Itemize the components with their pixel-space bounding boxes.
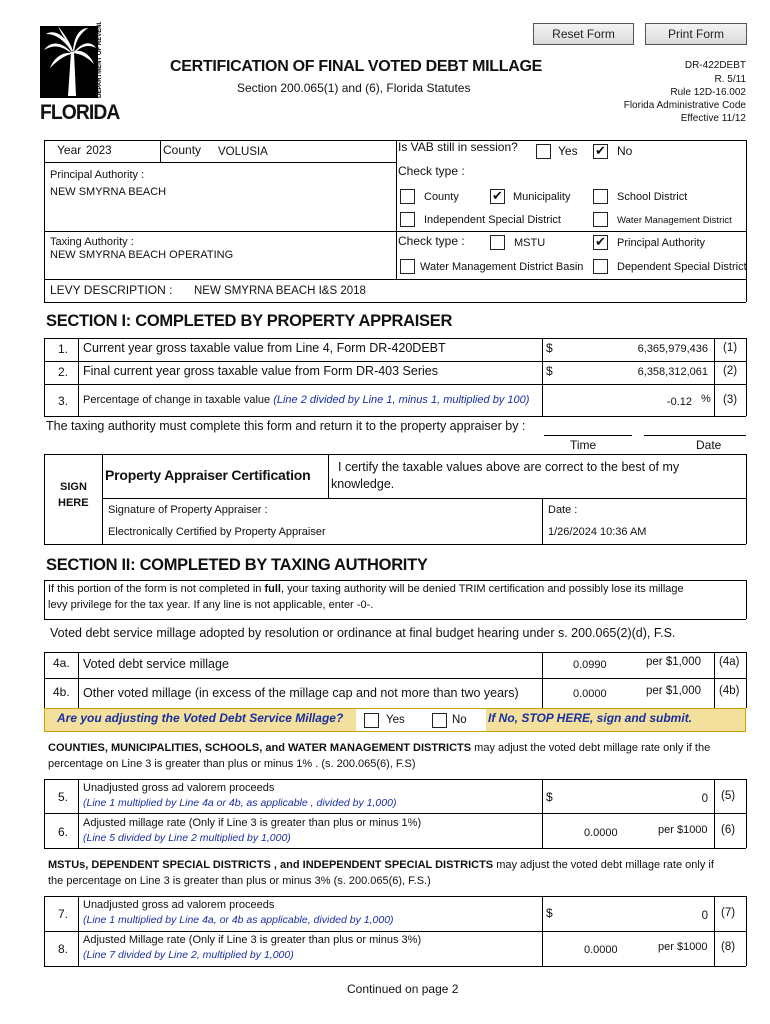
line-7-value[interactable]: 0 xyxy=(701,910,708,922)
vab-no-checkbox[interactable]: ✔ xyxy=(593,144,608,159)
line-7-note: (Line 1 multiplied by Line 4a, or 4b as applicable, divided by 1,000) xyxy=(83,914,394,926)
taxing-label: Taxing Authority : xyxy=(50,236,134,248)
mstu-text-2: the percentage on Line 3 is greater than plus or minus 3% (s. 200.065(6), F.S.) xyxy=(48,875,431,887)
adjust-no-checkbox[interactable] xyxy=(432,713,447,728)
form-effective: Effective 11/12 xyxy=(680,113,746,124)
line-5-ref: (5) xyxy=(721,790,736,802)
line-4b-value[interactable]: 0.0000 xyxy=(573,688,607,700)
form-code: Florida Administrative Code xyxy=(623,100,746,111)
line-5-note: (Line 1 multiplied by Line 4a or 4b, as applicable , divided by 1,000) xyxy=(83,797,397,809)
dept-of-revenue-text: DEPARTMENT OF REVENUE xyxy=(97,22,103,98)
warning-text-a: If this portion of the form is not completed in xyxy=(48,583,265,595)
wmd-label: Water Management District xyxy=(617,215,732,226)
line-3-ref: (3) xyxy=(723,394,738,406)
line-4b-label: Other voted millage (in excess of the millage cap and not more than two years) xyxy=(83,686,519,700)
check-type-label-1: Check type : xyxy=(398,164,465,178)
line-4a-value[interactable]: 0.0990 xyxy=(573,659,607,671)
line-4a-per: per $1,000 xyxy=(646,656,701,668)
line-4a-num: 4a. xyxy=(53,656,70,670)
counties-text-1 xyxy=(48,742,710,754)
line-3-label xyxy=(83,394,529,406)
isd-checkbox[interactable] xyxy=(400,212,415,227)
year-label: Year xyxy=(57,143,82,157)
taxing-value[interactable]: NEW SMYRNA BEACH OPERATING xyxy=(50,249,234,261)
line-1-ref: (1) xyxy=(723,342,738,354)
vab-yes-checkbox[interactable] xyxy=(536,144,551,159)
form-subtitle: Section 200.065(1) and (6), Florida Statutes xyxy=(237,81,471,95)
section-2-title: SECTION II: COMPLETED BY TAXING AUTHORITY xyxy=(46,556,428,574)
mstu-rest: may adjust the voted debt millage rate only if xyxy=(493,859,714,871)
line-8-num: 8. xyxy=(58,942,69,956)
school-district-checkbox[interactable] xyxy=(593,189,608,204)
form-id: DR-422DEBT xyxy=(684,60,746,71)
return-instruction: The taxing authority must complete this form and return it to the property appraiser by : xyxy=(46,419,526,433)
form-title: CERTIFICATION OF FINAL VOTED DEBT MILLAGE xyxy=(170,58,542,75)
mstu-label: MSTU xyxy=(514,237,546,249)
wmd-basin-checkbox[interactable] xyxy=(400,259,415,274)
cert-title: Property Appraiser Certification xyxy=(105,467,311,483)
levy-label: LEVY DESCRIPTION : xyxy=(50,283,173,297)
line-5-dollar: $ xyxy=(546,790,553,804)
line-6-value[interactable]: 0.0000 xyxy=(584,827,618,839)
vab-yes-label: Yes xyxy=(558,144,578,158)
county-value[interactable]: VOLUSIA xyxy=(218,146,268,158)
principal-authority-checkbox[interactable]: ✔ xyxy=(593,235,608,250)
line-2-value[interactable]: 6,358,312,061 xyxy=(637,366,708,378)
line-2-label: Final current year gross taxable value from Form DR-403 Series xyxy=(83,364,438,378)
warning-text-c: , your taxing authority will be denied TRIM certification and possibly lose its millage xyxy=(280,583,684,595)
county-type-label: County xyxy=(424,191,459,203)
line-3-num: 3. xyxy=(58,394,69,408)
warning-full: full xyxy=(264,583,281,595)
principal-label: Principal Authority : xyxy=(50,169,145,181)
line-4a-label: Voted debt service millage xyxy=(83,657,229,671)
county-label: County xyxy=(163,143,202,157)
line-7-dollar: $ xyxy=(546,906,553,920)
sig-date-value[interactable]: 1/26/2024 10:36 AM xyxy=(548,526,647,538)
line-3-value[interactable]: -0.12 xyxy=(666,396,692,408)
line-1-dollar: $ xyxy=(546,341,553,355)
principal-value[interactable]: NEW SMYRNA BEACH xyxy=(50,186,167,198)
stop-here: If No, STOP HERE, sign and submit. xyxy=(488,711,693,725)
line-5-value[interactable]: 0 xyxy=(701,793,708,805)
mstu-text-1 xyxy=(48,859,714,871)
sig-value[interactable]: Electronically Certified by Property Appraiser xyxy=(108,526,326,538)
line-8-label: Adjusted Millage rate (Only if Line 3 is greater than plus or minus 3%) xyxy=(83,934,422,946)
line-4b-num: 4b. xyxy=(53,685,70,699)
line-5-num: 5. xyxy=(58,790,69,804)
date-label: Date xyxy=(696,438,722,452)
line-3-label-text: Percentage of change in taxable value xyxy=(83,394,271,406)
line-8-ref: (8) xyxy=(721,941,736,953)
line-6-note: (Line 5 divided by Line 2 multiplied by 1,000) xyxy=(83,832,291,844)
wmd-checkbox[interactable] xyxy=(593,212,608,227)
line-8-value[interactable]: 0.0000 xyxy=(584,944,618,956)
dependent-sd-checkbox[interactable] xyxy=(593,259,608,274)
warning-line-2: levy privilege for the tax year. If any line is not applicable, enter -0-. xyxy=(48,599,374,611)
cert-text-2: knowledge. xyxy=(331,477,395,491)
mstu-checkbox[interactable] xyxy=(490,235,505,250)
line-4b-ref: (4b) xyxy=(719,685,740,697)
line-7-label: Unadjusted gross ad valorem proceeds xyxy=(83,899,275,911)
levy-value[interactable]: NEW SMYRNA BEACH I&S 2018 xyxy=(194,285,366,297)
line-3-note: (Line 2 divided by Line 1, minus 1, multiplied by 100) xyxy=(273,394,530,406)
vab-no-label: No xyxy=(617,144,633,158)
counties-rest: may adjust the voted debt millage rate only if the xyxy=(471,742,711,754)
palm-tree-icon xyxy=(40,22,112,98)
vab-label: Is VAB still in session? xyxy=(398,140,518,154)
cert-text-1: I certify the taxable values above are correct to the best of my xyxy=(338,460,680,474)
line-2-dollar: $ xyxy=(546,364,553,378)
adjust-yes-checkbox[interactable] xyxy=(364,713,379,728)
line-8-note: (Line 7 divided by Line 2, multiplied by 1,000) xyxy=(83,949,294,961)
dependent-sd-label: Dependent Special District xyxy=(617,261,747,273)
school-district-label: School District xyxy=(617,191,688,203)
time-label: Time xyxy=(570,438,597,452)
print-form-button[interactable]: Print Form xyxy=(645,23,747,45)
line-6-per: per $1000 xyxy=(658,824,708,836)
principal-authority-label: Principal Authority xyxy=(617,237,706,249)
line-7-ref: (7) xyxy=(721,907,736,919)
sign-label: SIGN xyxy=(60,481,87,493)
voted-text: Voted debt service millage adopted by resolution or ordinance at final budget hearing under s. 200.065(2)(d), F.S. xyxy=(50,626,676,640)
isd-label: Independent Special District xyxy=(424,214,561,226)
check-type-label-2: Check type : xyxy=(398,234,465,248)
line-3-percent: % xyxy=(701,393,711,405)
line-5-label: Unadjusted gross ad valorem proceeds xyxy=(83,782,275,794)
year-value[interactable]: 2023 xyxy=(86,145,112,157)
sig-label: Signature of Property Appraiser : xyxy=(108,504,268,516)
wmd-basin-label: Water Management District Basin xyxy=(420,261,584,273)
line-1-value[interactable]: 6,365,979,436 xyxy=(637,343,708,355)
adjust-yes-label: Yes xyxy=(386,714,405,726)
municipality-type-checkbox[interactable]: ✔ xyxy=(490,189,505,204)
counties-text-2: percentage on Line 3 is greater than plus or minus 1% . (s. 200.065(6), F.S) xyxy=(48,758,416,770)
warning-line-1 xyxy=(48,583,684,595)
line-7-num: 7. xyxy=(58,907,69,921)
line-8-per: per $1000 xyxy=(658,941,708,953)
line-2-num: 2. xyxy=(58,365,69,379)
footer-continued: Continued on page 2 xyxy=(347,982,459,996)
county-type-checkbox[interactable] xyxy=(400,189,415,204)
line-1-num: 1. xyxy=(58,342,69,356)
line-2-ref: (2) xyxy=(723,365,738,377)
florida-wordmark: FLORIDA xyxy=(40,101,120,124)
counties-bold: COUNTIES, MUNICIPALITIES, SCHOOLS, and WATER MANAGEMENT DISTRICTS xyxy=(48,742,472,754)
reset-form-button[interactable]: Reset Form xyxy=(533,23,634,45)
adjust-no-label: No xyxy=(452,714,467,726)
florida-dor-logo xyxy=(40,22,120,124)
line-1-label: Current year gross taxable value from Line 4, Form DR-420DEBT xyxy=(83,341,446,355)
line-6-num: 6. xyxy=(58,825,69,839)
line-4b-per: per $1,000 xyxy=(646,685,701,697)
section-1-title: SECTION I: COMPLETED BY PROPERTY APPRAISER xyxy=(46,312,453,330)
line-6-label: Adjusted millage rate (Only if Line 3 is greater than plus or minus 1%) xyxy=(83,817,422,829)
line-6-ref: (6) xyxy=(721,824,736,836)
form-rev: R. 5/11 xyxy=(714,74,746,85)
municipality-type-label: Municipality xyxy=(513,191,571,203)
mstu-bold: MSTUs, DEPENDENT SPECIAL DISTRICTS , and INDEPENDENT SPECIAL DISTRICTS xyxy=(48,859,494,871)
line-4a-ref: (4a) xyxy=(719,656,740,668)
adjust-question: Are you adjusting the Voted Debt Service Millage? xyxy=(57,711,344,725)
sig-date-label: Date : xyxy=(548,504,578,516)
here-label: HERE xyxy=(58,497,89,509)
form-rule: Rule 12D-16.002 xyxy=(670,87,746,98)
